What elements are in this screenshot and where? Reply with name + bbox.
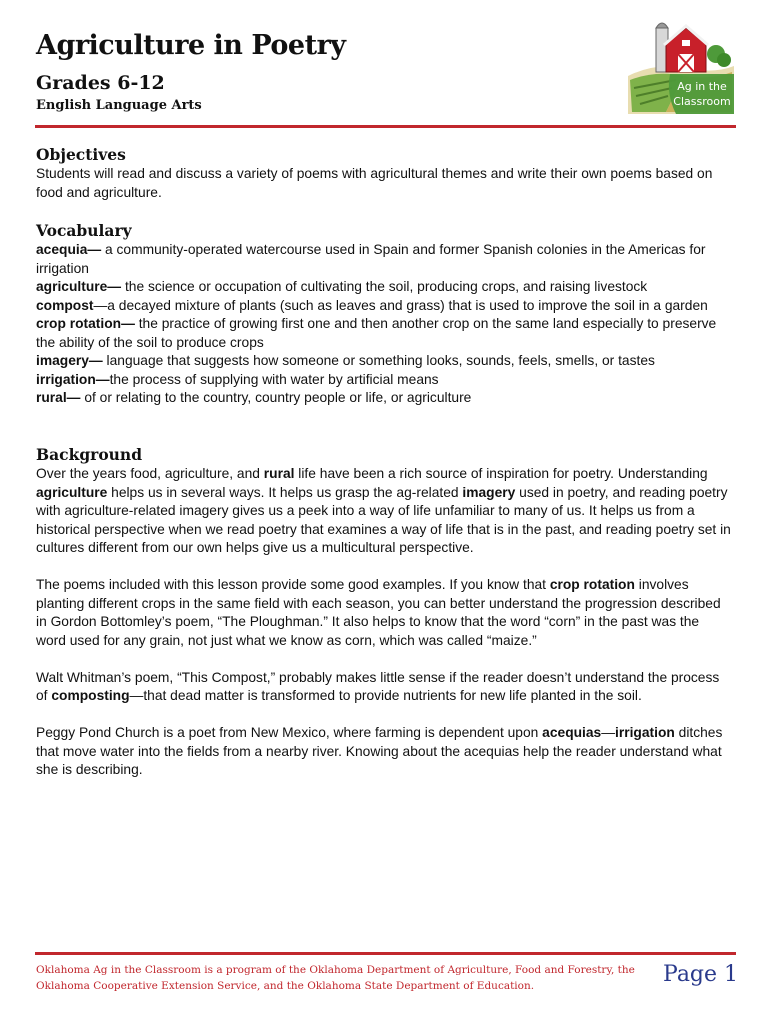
objectives-text: Students will read and discuss a variety of poems with agricultural themes and write their own poems based on food and agriculture. [36, 166, 713, 200]
text-run: ditches that move water into the fields from a nearby river. Knowing about the acequias help the reader understand what she is describing. [36, 725, 723, 777]
vocab-item [36, 315, 732, 352]
text-run: involves planting different crops in the same field with each season, you can better understand the progression described in Gordon Bottomley’s poem, “The Ploughman.” It also helps to know that the word “corn” in the past was the word used for any grain, not just what we know as corn, which was called “maize.” [36, 577, 721, 648]
text-run: helps us in several ways. It helps us grasp the ag-related [107, 484, 463, 500]
vocab-term: imagery— [36, 353, 103, 368]
bold-term: composting [51, 688, 130, 703]
vocab-term: rural— [36, 390, 81, 405]
vocab-term: compost [36, 297, 94, 313]
ag-in-the-classroom-logo [626, 14, 736, 118]
background-heading: Background [36, 445, 143, 464]
vocab-term: acequia— [36, 242, 102, 257]
logo-text-line2: Classroom [673, 95, 731, 108]
text-run: —that dead matter is transformed to provide nutrients for new life planted in the soil. [129, 688, 642, 703]
logo-text-line1: Ag in the [677, 80, 727, 93]
vocab-item [36, 352, 732, 371]
vocab-definition: a community-operated watercourse used in Spain and former Spanish colonies in the Americas for irrigation [36, 242, 706, 276]
bold-term: rural [263, 466, 295, 481]
bold-term: irrigation [615, 725, 675, 740]
text-run: life have been a rich source of inspiration for poetry. Understanding [294, 466, 708, 481]
grade-level: Grades 6-12 [36, 72, 165, 94]
bold-term: crop rotation [549, 577, 635, 592]
page-title: Agriculture in Poetry [36, 30, 346, 61]
text-run: The poems included with this lesson provide some good examples. If you know that [36, 577, 550, 592]
vocab-term: crop rotation— [36, 316, 135, 331]
background-paragraph-4 [36, 724, 732, 780]
objectives-section [36, 145, 732, 202]
text-run: Peggy Pond Church is a poet from New Mexico, where farming is dependent upon [36, 725, 543, 740]
vocab-definition: language that suggests how someone or something looks, sounds, feels, smells, or tastes [102, 353, 655, 368]
background-paragraph-2 [36, 576, 732, 650]
vocab-definition: the practice of growing first one and then another crop on the same land especially to preserve the ability of the soil to produce crops [36, 316, 717, 350]
footer-credit: Oklahoma Ag in the Classroom is a program of the Oklahoma Department of Agriculture, Food and Forestry, the Oklahoma Cooperative Extension Service, and the Oklahoma State Department of Education. [36, 964, 635, 992]
vocab-item [36, 241, 732, 278]
vocabulary-heading: Vocabulary [36, 221, 132, 240]
text-run: — [601, 725, 616, 740]
page-number: Page 1 [663, 962, 739, 987]
text-run: Over the years food, agriculture, and [36, 466, 264, 481]
header-divider [35, 125, 736, 128]
bold-term: acequias [542, 725, 602, 740]
vocab-definition: the science or occupation of cultivating the soil, producing crops, and raising livestock [121, 279, 648, 294]
background-section [36, 445, 732, 798]
text-run: Walt Whitman’s poem, “This Compost,” probably makes little sense if the reader doesn’t understand the process of [36, 669, 720, 703]
vocab-term: irrigation— [36, 371, 110, 387]
vocabulary-section [36, 221, 732, 408]
footer-divider [35, 952, 736, 955]
vocab-item [36, 297, 732, 316]
subject-label: English Language Arts [36, 98, 202, 113]
objectives-heading: Objectives [36, 145, 126, 164]
vocab-term: agriculture— [36, 279, 122, 294]
vocab-item [36, 278, 732, 297]
vocabulary-list [36, 241, 732, 408]
text-run: used in poetry, and reading poetry with agriculture-related imagery gives us a peek into a way of life unfamiliar to many of us. It helps us from a historical perspective when we read poetry that examines a way of life that is in the past, and reading poetry set in cultures different from our own helps give us a multicultural perspective. [36, 484, 731, 555]
vocab-definition: —a decayed mixture of plants (such as leaves and grass) that is used to improve the soil in a garden [93, 297, 708, 313]
background-paragraph-3 [36, 669, 732, 706]
vocab-item [36, 371, 732, 390]
bold-term: imagery [462, 484, 516, 500]
background-paragraph-1 [36, 465, 732, 558]
vocab-item [36, 389, 732, 408]
bold-term: agriculture [36, 484, 108, 500]
vocab-definition: the process of supplying with water by artificial means [109, 371, 439, 387]
barn-logo-icon [626, 14, 736, 118]
vocab-definition: of or relating to the country, country people or life, or agriculture [80, 390, 472, 405]
